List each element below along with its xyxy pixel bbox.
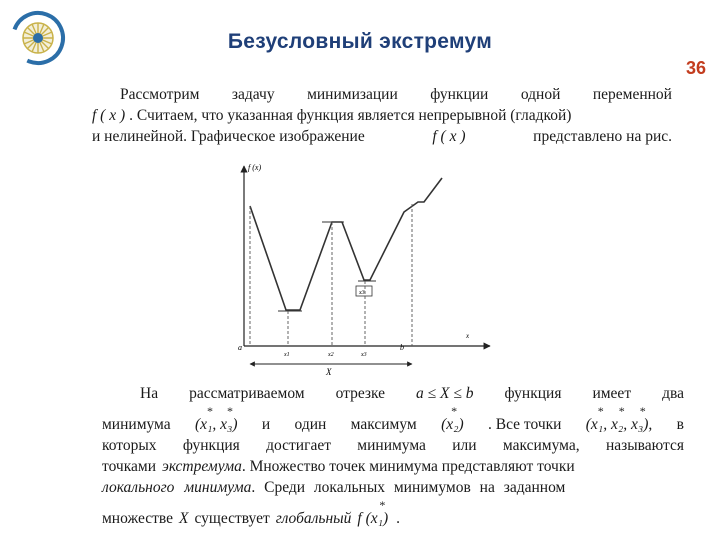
math-minima: * * (x₁, x₃): [194, 404, 238, 433]
math-extrema: * * * (x₁, x₂, x₃),: [585, 404, 653, 433]
body-paragraph: [102, 383, 684, 529]
label-b: b: [400, 343, 404, 352]
body-line-4: точками экстремума . Множество точек минимума представляют точки: [102, 458, 575, 475]
function-curve: [250, 178, 442, 310]
math-maximum: * (x₂): [441, 404, 464, 433]
x-axis-end-label: x: [466, 332, 470, 340]
body-line-5: локального минимума . Среди локальных минимумов на заданном: [102, 479, 566, 496]
math-interval: a ≤ X ≤ b: [416, 385, 474, 402]
page-title: Безусловный экстремум: [227, 30, 493, 53]
math-global-min: * f (x₁): [357, 498, 389, 527]
label-a: a: [238, 343, 242, 352]
intro-paragraph: [92, 84, 672, 147]
svg-text:x3: x3: [359, 290, 365, 296]
page-number: 36: [685, 58, 706, 78]
intro-line-3: и нелинейной. Графическое изображение f ( x ) представлено на рис.: [92, 128, 672, 145]
intro-line-1: Рассмотрим задачу минимизации функции одной переменной: [120, 86, 672, 103]
label-x3: x3: [361, 352, 367, 358]
function-graph: [228, 160, 500, 382]
label-x1: x1: [284, 352, 290, 358]
body-line-2: минимума * * (x₁, x₃) и один максимум * (x₂) . Все точки * * * (x₁, x₂, x₃), в: [102, 404, 684, 433]
math-fx: f ( x ): [432, 128, 466, 145]
intro-line-2: f ( x ) . Считаем, что указанная функция является непрерывной (гладкой): [92, 107, 572, 124]
y-axis-label: f (x): [248, 163, 262, 172]
body-line-3: которых функция достигает минимума или максимума, называются: [102, 437, 684, 454]
math-fx: f ( x ): [92, 107, 126, 124]
body-line-6: множестве X существует глобальный * f (x₁) .: [102, 498, 401, 527]
label-X: X: [326, 367, 332, 377]
label-x2: x2: [328, 352, 334, 358]
body-line-1: На рассматриваемом отрезке a ≤ X ≤ b функция имеет два: [140, 385, 684, 402]
